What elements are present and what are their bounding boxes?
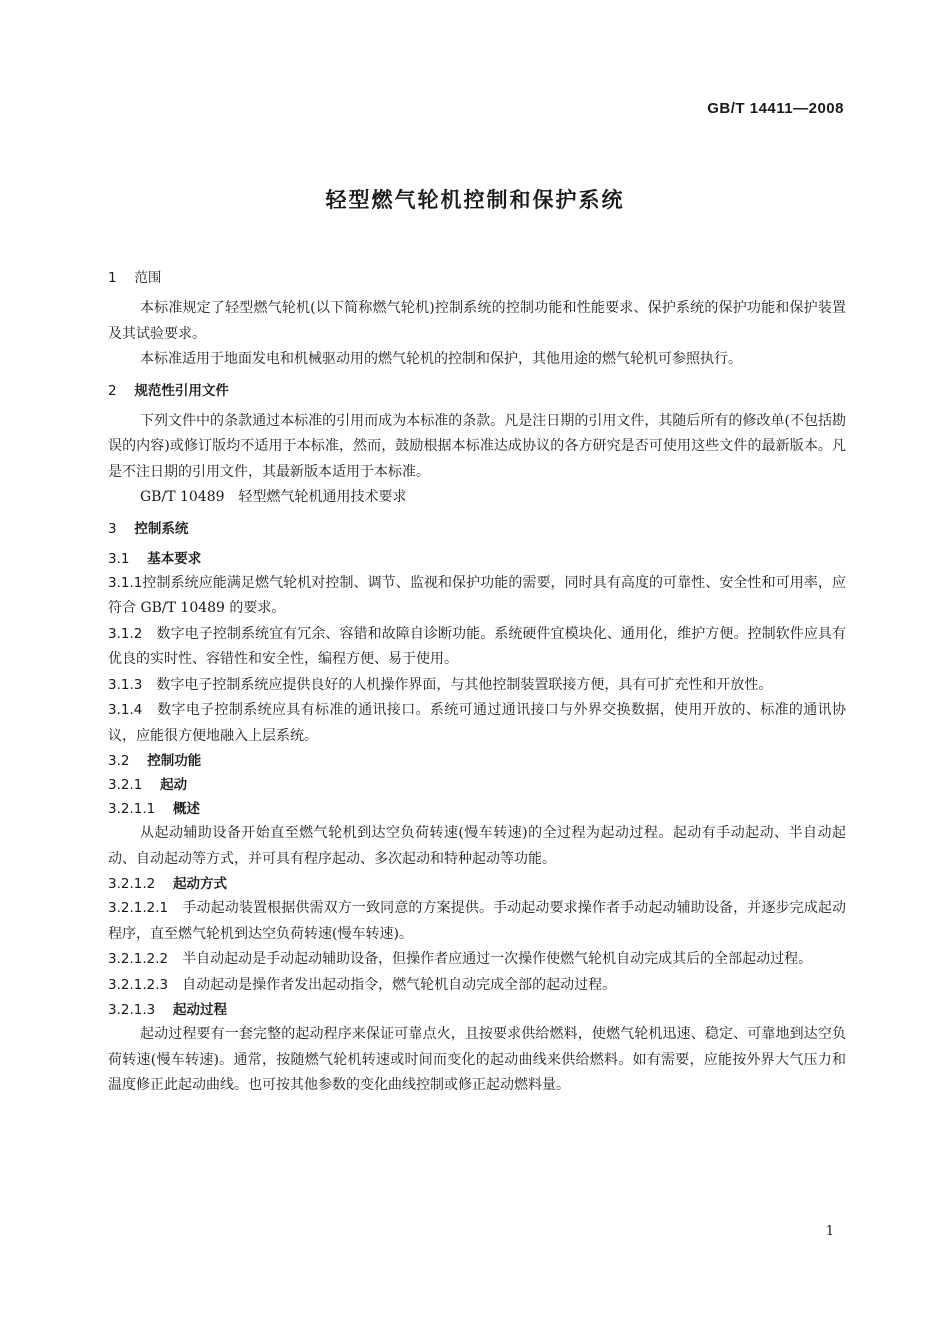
- subsection-heading: [108, 998, 846, 1022]
- subsection-heading: [108, 797, 846, 821]
- section-number: 3.2.1.1: [108, 801, 156, 817]
- paragraph: 本标准规定了轻型燃气轮机(以下简称燃气轮机)控制系统的控制功能和性能要求、保护系统的保护功能和保护装置及其试验要求。: [108, 300, 846, 342]
- section-number: 3.2.1: [108, 777, 143, 793]
- clause-text: 数字电子控制系统应具有标准的通讯接口。系统可通过通讯接口与外界交换数据，使用开放的、标准的通讯协议，应能很方便地融入上层系统。: [108, 702, 847, 744]
- section-title: 规范性引用文件: [134, 382, 229, 399]
- clause-text: 数字电子控制系统宜有冗余、容错和故障自诊断功能。系统硬件宜模块化、通用化，维护方便。控制软件应具有优良的实时性、容错性和安全性，编程方便、易于使用。: [108, 625, 847, 667]
- document-body: [108, 266, 846, 1099]
- section-title: 控制功能: [147, 753, 202, 769]
- paragraph: 起动过程要有一套完整的起动程序来保证可靠点火，且按要求供给燃料，使燃气轮机迅速、稳定、可靠地到达空负荷转速(慢车转速)。通常，按随燃气轮机转速或时间而变化的起动曲线来供给燃料。如有需要，应能按外界大气压力和温度修正此起动曲线。也可按其他参数的变化曲线控制或修正起动燃料量。: [108, 1026, 846, 1093]
- section-number: 3: [108, 520, 117, 537]
- subsection-heading: [108, 872, 846, 896]
- clause: [108, 896, 846, 947]
- section-title: 起动: [160, 777, 188, 793]
- clause-number: 3.1.2: [108, 625, 143, 642]
- section-number: 3.2.1.3: [108, 1002, 156, 1018]
- section-number: 3.2: [108, 753, 130, 769]
- clause-number: 3.1.3: [108, 676, 143, 693]
- clause-number: 3.2.1.2.2: [108, 951, 169, 967]
- subsection-heading: [108, 749, 846, 773]
- clause-text: 手动起动装置根据供需双方一致同意的方案提供。手动起动要求操作者手动起动辅助设备，并逐步完成起动程序，直至燃气轮机到达空负荷转速(慢车转速)。: [108, 900, 847, 942]
- clause-number: 3.1.1: [108, 574, 143, 591]
- section-number: 3.1: [108, 550, 130, 567]
- section-3-heading: [108, 517, 846, 541]
- clause-text: 自动起动是操作者发出起动指令，燃气轮机自动完成全部的起动过程。: [182, 976, 617, 993]
- standard-code: GB/T 14411—2008: [707, 100, 844, 117]
- paragraph: 从起动辅助设备开始直至燃气轮机到达空负荷转速(慢车转速)的全过程为起动过程。起动有手动起动、半自动起动、自动起动等方式，并可具有程序起动、多次起动和特种起动等功能。: [108, 825, 846, 867]
- paragraph: 本标准适用于地面发电和机械驱动用的燃气轮机的控制和保护，其他用途的燃气轮机可参照执行。: [140, 351, 742, 367]
- subsection-heading: [108, 773, 846, 797]
- clause-number: 3.2.1.2.1: [108, 900, 169, 916]
- section-number: 1: [108, 270, 117, 286]
- clause: [108, 973, 846, 999]
- clause-text: 半自动起动是手动起动辅助设备，但操作者应通过一次操作使燃气轮机自动完成其后的全部起动过程。: [182, 951, 813, 967]
- document-title: 轻型燃气轮机控制和保护系统: [325, 188, 625, 212]
- section-number: 3.2.1.2: [108, 876, 156, 892]
- section-2-heading: [108, 379, 846, 403]
- section-1-heading: [108, 266, 846, 290]
- section-title: 概述: [173, 801, 201, 817]
- clause-number: 3.2.1.2.3: [108, 976, 169, 993]
- section-title: 范围: [134, 270, 162, 286]
- clause: [108, 571, 846, 622]
- clause: [108, 947, 846, 973]
- clause: [108, 673, 846, 699]
- clause-text: 数字电子控制系统应提供良好的人机操作界面，与其他控制装置联接方便，具有可扩充性和开放性。: [156, 676, 773, 693]
- clause: [108, 622, 846, 673]
- clause-number: 3.1.4: [108, 702, 143, 718]
- section-title: 起动方式: [173, 876, 228, 892]
- section-title: 控制系统: [134, 520, 189, 537]
- clause: [108, 698, 846, 749]
- paragraph: 下列文件中的条款通过本标准的引用而成为本标准的条款。凡是注日期的引用文件，其随后所有的修改单(不包括勘误的内容)或修订版均不适用于本标准，然而，鼓励根据本标准达成协议的各方研究是否可使用这些文件的最新版本。凡是不注日期的引用文件，其最新版本适用于本标准。: [108, 412, 846, 480]
- normative-reference: GB/T 10489 轻型燃气轮机通用技术要求: [140, 489, 407, 505]
- section-title: 基本要求: [147, 550, 202, 567]
- page-number: 1: [825, 1224, 834, 1239]
- section-title: 起动过程: [173, 1002, 228, 1018]
- subsection-heading: [108, 547, 846, 571]
- clause-text: 控制系统应能满足燃气轮机对控制、调节、监视和保护功能的需要，同时具有高度的可靠性、安全性和可用率，应符合 GB/T 10489 的要求。: [108, 574, 846, 616]
- section-number: 2: [108, 382, 117, 399]
